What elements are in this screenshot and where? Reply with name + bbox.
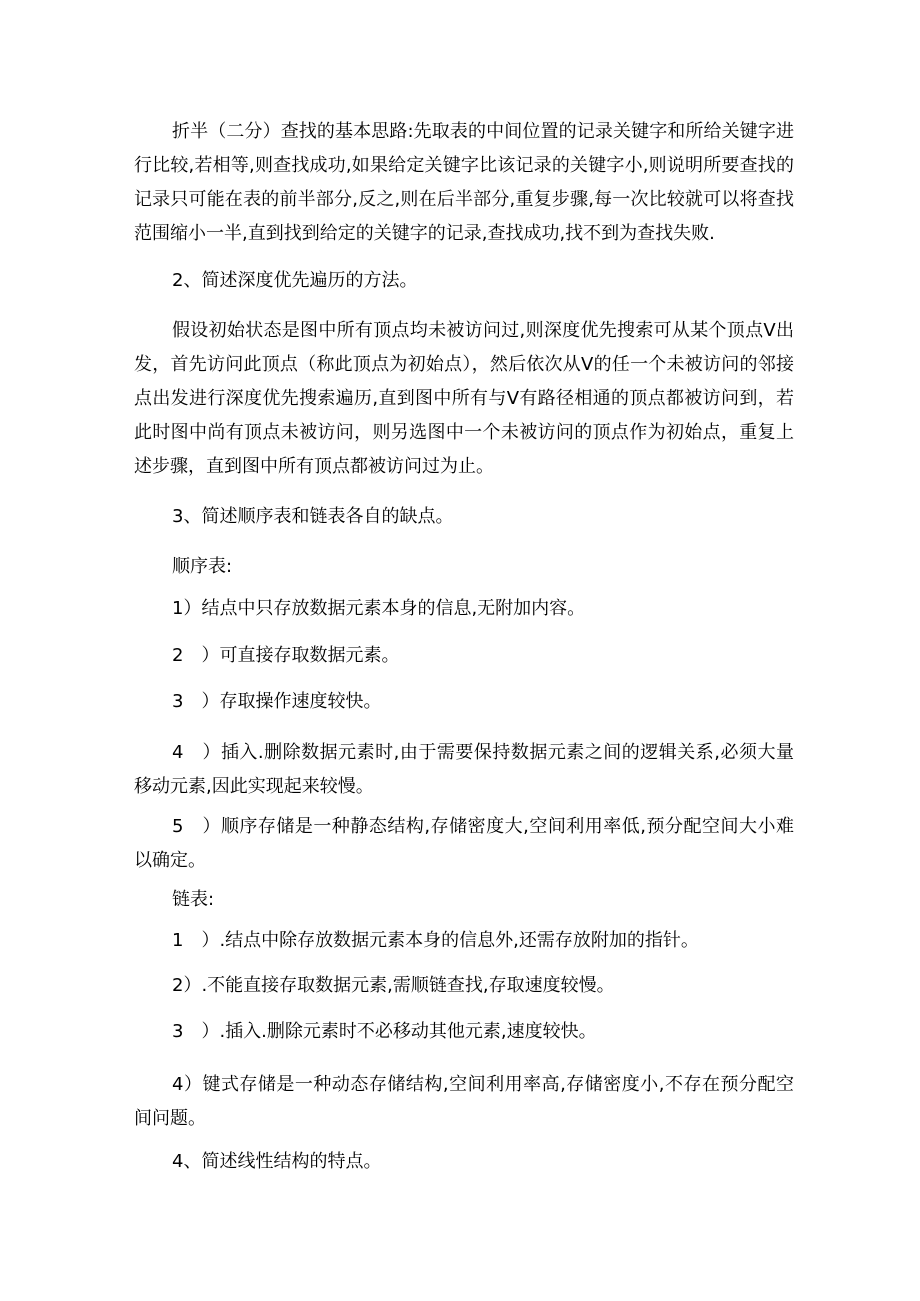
sequential-list-item-1: 1）结点中只存放数据元素本身的信息,无附加内容。 xyxy=(172,598,586,619)
linked-list-item-2: 2）.不能直接存取数据元素,需顺链查找,存取速度较慢。 xyxy=(172,975,615,996)
linked-list-item-1: 1 ）.结点中除存放数据元素本身的信息外,还需存放附加的指针。 xyxy=(172,930,699,951)
linked-list-label: 链表: xyxy=(172,889,215,910)
sequential-list-item-5: 5 ）顺序存储是一种静态结构,存储密度大,空间利用率低,预分配空间大小难以确定。 xyxy=(134,816,794,871)
sequential-list-item-2: 2 ）可直接存取数据元素。 xyxy=(172,645,400,666)
linked-list-item-4: 4）键式存储是一种动态存储结构,空间利用率高,存储密度小,不存在预分配空间问题。 xyxy=(134,1074,794,1129)
binary-search-paragraph: 折半（二分）查找的基本思路:先取表的中间位置的记录关键字和所给关键字进行比较,若相等,则查找成功,如果给定关键字比该记录的关键字小,则说明所要查找的记录只可能在表的前半部分,反之,则在后半部分,重复步骤,每一次比较就可以将查找范围缩小一半,直到找到给定的关键字的记录,查找成功,找不到为查找失败. xyxy=(134,121,794,244)
question-2-heading: 2、简述深度优先遍历的方法。 xyxy=(172,270,418,291)
sequential-list-item-4: 4 ）插入.删除数据元素时,由于需要保持数据元素之间的逻辑关系,必须大量移动元素,因此实现起来较慢。 xyxy=(134,742,794,797)
question-4-heading: 4、简述线性结构的特点。 xyxy=(172,1151,382,1172)
dfs-paragraph: 假设初始状态是图中所有顶点均未被访问过,则深度优先搜索可从某个顶点V出发，首先访问此顶点（称此顶点为初始点），然后依次从V的任一个未被访问的邻接点出发进行深度优先搜索遍历,直到图中所有与V有路径相通的顶点都被访问到，若此时图中尚有顶点未被访问，则另选图中一个未被访问的顶点作为初始点，重复上述步骤，直到图中所有顶点都被访问过为止。 xyxy=(134,320,794,477)
sequential-list-item-3: 3 ）存取操作速度较快。 xyxy=(172,691,382,712)
linked-list-item-3: 3 ）.插入.删除元素时不必移动其他元素,速度较快。 xyxy=(172,1021,597,1042)
sequential-list-label: 顺序表: xyxy=(172,556,233,577)
question-3-heading: 3、简述顺序表和链表各自的缺点。 xyxy=(172,506,454,527)
